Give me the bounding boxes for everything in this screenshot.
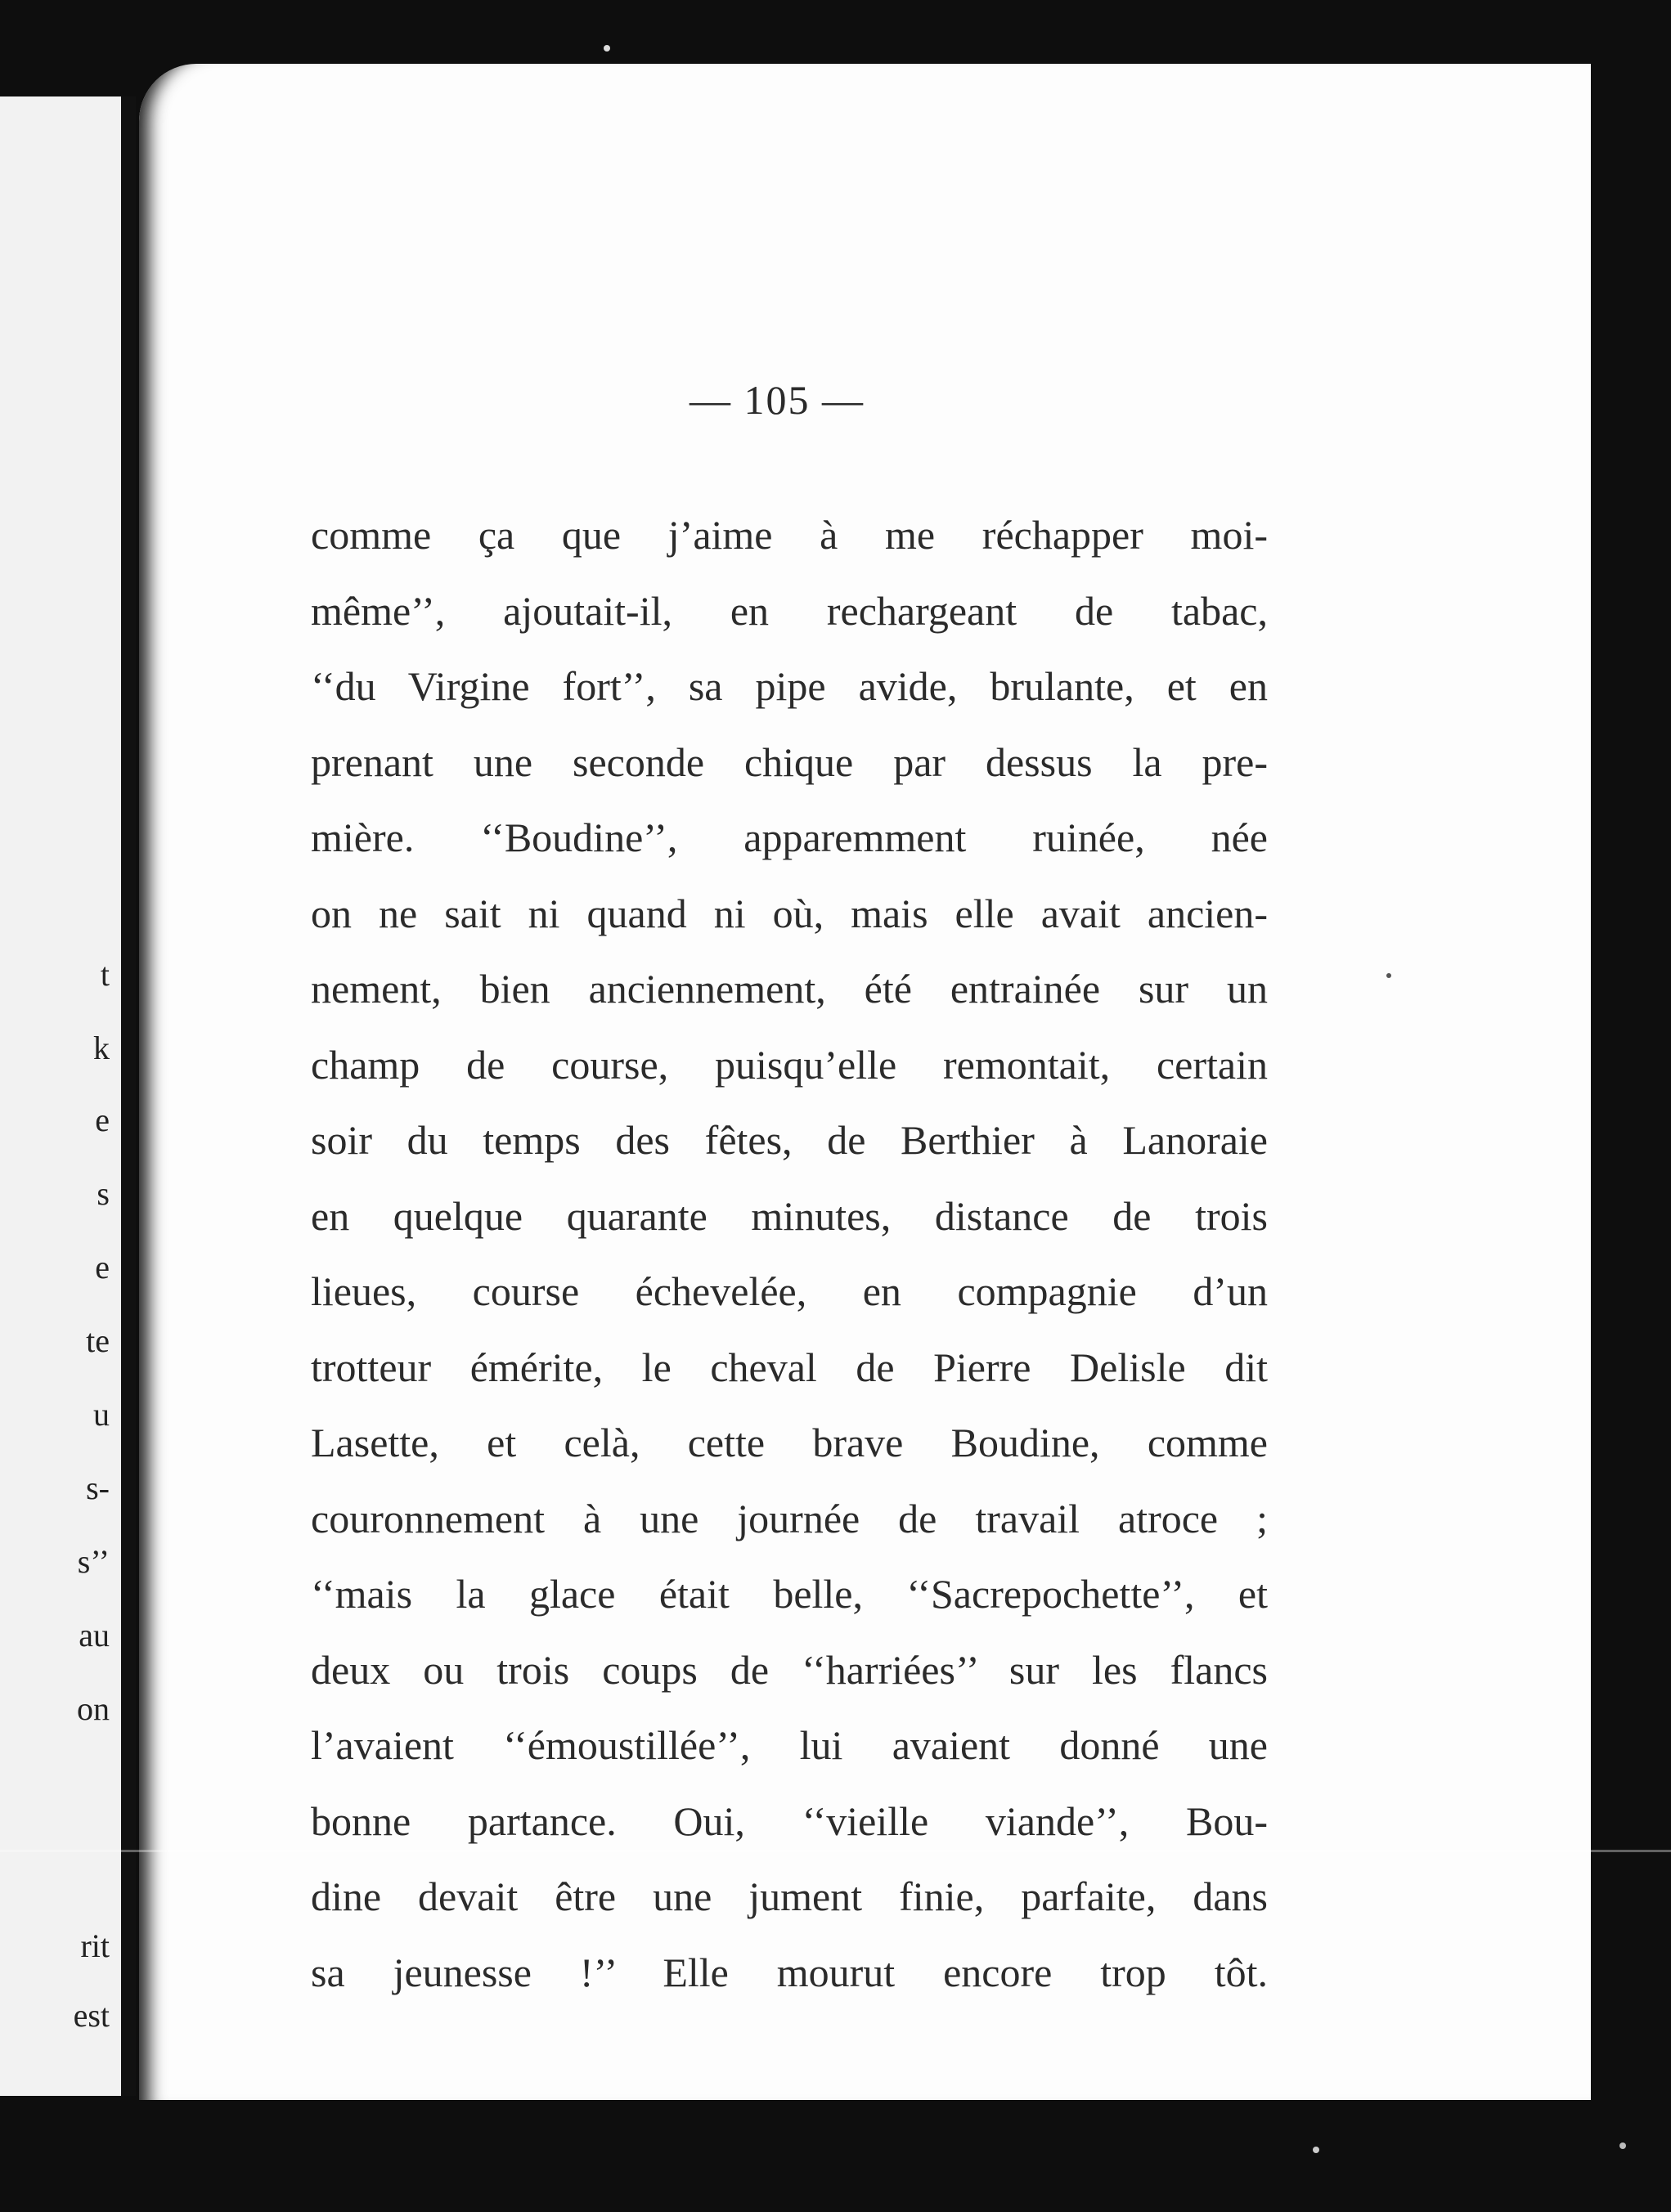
prev-page-text: te	[86, 1322, 110, 1359]
text-line: bonne partance. Oui, ‘‘vieille viande’’, Bou-	[311, 1797, 1268, 1844]
text-line: deux ou trois coups de ‘‘harriées’’ sur les flancs	[311, 1646, 1268, 1693]
page-number: — 105 —	[690, 377, 865, 423]
text-line: soir du temps des fêtes, de Berthier à Lanoraie	[311, 1117, 1268, 1163]
text-line: comme ça que j’aime à me réchapper moi-	[311, 512, 1268, 558]
text-line: dine devait être une jument finie, parfaite, dans	[311, 1873, 1268, 1919]
text-line: lieues, course échevelée, en compagnie d’un	[311, 1268, 1268, 1314]
prev-page-text: s’’	[77, 1543, 110, 1580]
prev-page-text: e	[95, 1249, 110, 1285]
dust-speck	[1386, 973, 1391, 978]
text-line: mière. ‘‘Boudine’’, apparemment ruinée, née	[311, 814, 1268, 860]
text-line: nement, bien anciennement, été entrainée sur un	[311, 966, 1268, 1012]
text-line: couronnement à une journée de travail atroce ;	[311, 1495, 1268, 1541]
dust-speck	[1619, 2142, 1626, 2149]
text-line: champ de course, puisqu’elle remontait, certain	[311, 1041, 1268, 1088]
text-line: l’avaient ‘‘émoustillée’’, lui avaient donné une	[311, 1722, 1268, 1768]
text-line: même’’, ajoutait-il, en rechargeant de tabac,	[311, 587, 1268, 634]
prev-page-text: k	[93, 1030, 110, 1066]
text-line: en quelque quarante minutes, distance de trois	[311, 1192, 1268, 1239]
text-line: prenant une seconde chique par dessus la pre-	[311, 738, 1268, 785]
previous-page-fragment	[0, 96, 136, 2096]
text-line: sa jeunesse !’’ Elle mourut encore trop tôt.	[311, 1949, 1268, 1995]
prev-page-text: est	[73, 1997, 110, 2034]
prev-page-text: t	[100, 956, 110, 993]
prev-page-text: s-	[86, 1469, 110, 1506]
body-text	[311, 497, 1268, 2010]
scanner-artifact-line	[0, 1850, 1671, 1852]
text-line: ‘‘du Virgine fort’’, sa pipe avide, brulante, et en	[311, 663, 1268, 709]
prev-page-text: s	[97, 1175, 110, 1212]
book-page	[139, 64, 1591, 2100]
dust-speck	[1313, 2147, 1319, 2153]
dust-speck	[604, 45, 610, 52]
text-line: ‘‘mais la glace était belle, ‘‘Sacrepochette’’, et	[311, 1571, 1268, 1617]
prev-page-text: u	[93, 1396, 110, 1433]
text-line: trotteur émérite, le cheval de Pierre Delisle dit	[311, 1344, 1268, 1390]
prev-page-text: rit	[80, 1927, 110, 1964]
prev-page-text: on	[77, 1690, 110, 1727]
text-line: Lasette, et celà, cette brave Boudine, comme	[311, 1420, 1268, 1465]
prev-page-text: e	[95, 1102, 110, 1138]
text-line: on ne sait ni quand ni où, mais elle avait ancien-	[311, 890, 1268, 936]
prev-page-text: au	[79, 1617, 110, 1653]
